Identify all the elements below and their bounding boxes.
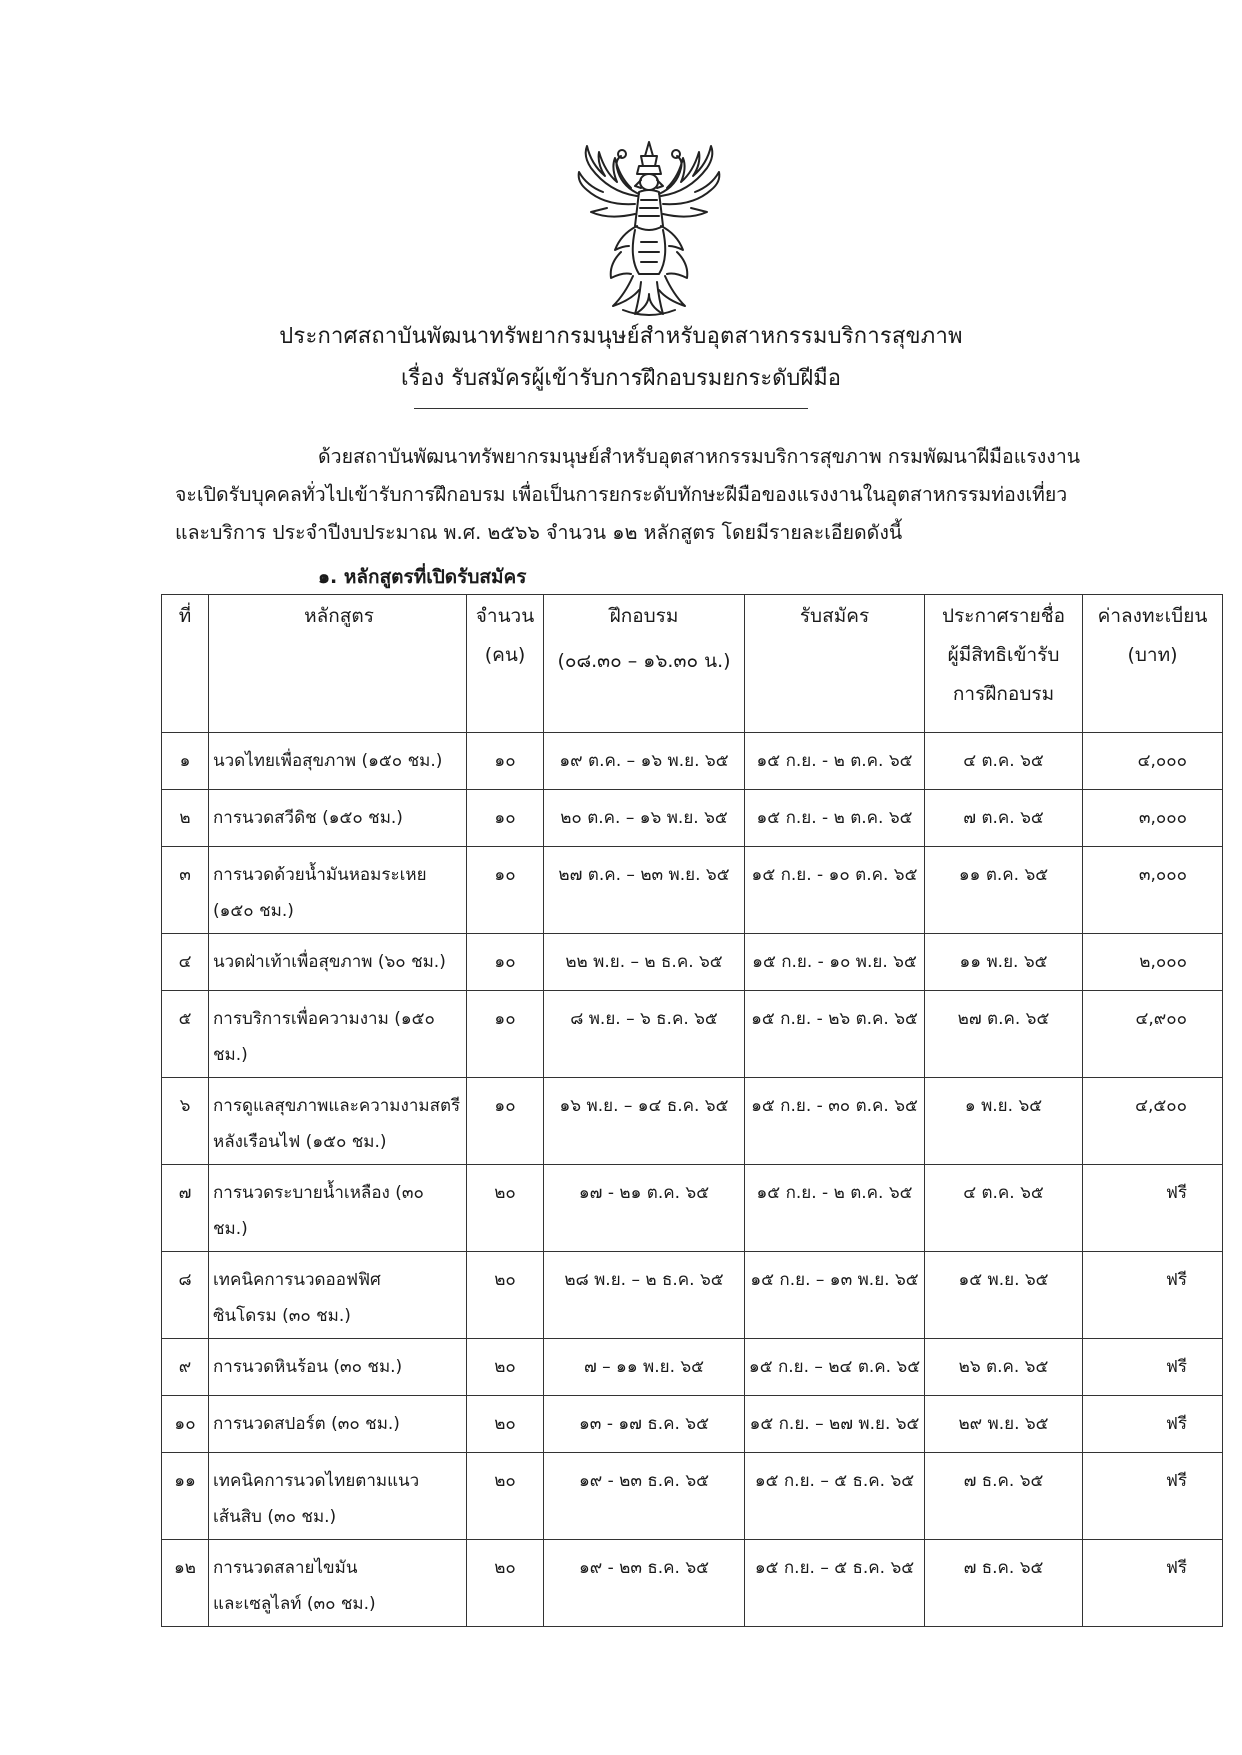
cell-training: ๑๙ - ๒๓ ธ.ค. ๖๕	[544, 1453, 745, 1540]
cell-course	[209, 1396, 467, 1453]
cell-count: ๒๐	[467, 1540, 544, 1627]
course-name-line: การนวดสปอร์ต (๓๐ ชม.)	[213, 1414, 400, 1434]
cell-fee: ฟรี	[1083, 1453, 1223, 1540]
cell-apply: ๑๕ ก.ย. - ๒ ต.ค. ๖๕	[745, 790, 925, 847]
table-row	[162, 1453, 1223, 1540]
cell-course	[209, 790, 467, 847]
intro-paragraph-line-3: และบริการ ประจำปีงบประมาณ พ.ศ. ๒๕๖๖ จำนวน ๑๒ หลักสูตร โดยมีรายละเอียดดังนี้	[175, 521, 903, 544]
cell-apply: ๑๕ ก.ย. - ๒๖ ต.ค. ๖๕	[745, 991, 925, 1078]
cell-fee: ๓,๐๐๐	[1083, 790, 1223, 847]
cell-fee: ฟรี	[1083, 1339, 1223, 1396]
cell-course	[209, 1453, 467, 1540]
cell-count: ๒๐	[467, 1252, 544, 1339]
table-header-row	[162, 595, 1223, 733]
cell-apply: ๑๕ ก.ย. – ๒๔ ต.ค. ๖๕	[745, 1339, 925, 1396]
course-name-line: เทคนิคการนวดออฟฟิศ	[213, 1270, 381, 1290]
section-heading: ๑. หลักสูตรที่เปิดรับสมัคร	[318, 566, 527, 588]
cell-no: ๗	[162, 1165, 209, 1252]
table-row	[162, 991, 1223, 1078]
table-row	[162, 1540, 1223, 1627]
cell-no: ๘	[162, 1252, 209, 1339]
cell-no: ๓	[162, 847, 209, 934]
cell-no: ๑๑	[162, 1453, 209, 1540]
cell-training: ๑๙ ต.ค. – ๑๖ พ.ย. ๖๕	[544, 733, 745, 790]
table-row	[162, 1078, 1223, 1165]
cell-no: ๖	[162, 1078, 209, 1165]
cell-apply: ๑๕ ก.ย. - ๑๐ ต.ค. ๖๕	[745, 847, 925, 934]
cell-count: ๑๐	[467, 733, 544, 790]
header-training: ฝึกอบรม (๐๘.๓๐ – ๑๖.๓๐ น.)	[544, 595, 745, 733]
cell-fee: ฟรี	[1083, 1396, 1223, 1453]
cell-count: ๑๐	[467, 847, 544, 934]
cell-course	[209, 1078, 467, 1165]
course-name-line: เทคนิคการนวดไทยตามแนว	[213, 1471, 420, 1491]
course-name-line: การดูแลสุขภาพและความงามสตรี	[213, 1096, 461, 1116]
cell-no: ๑๒	[162, 1540, 209, 1627]
cell-course	[209, 1339, 467, 1396]
course-name-line: การบริการเพื่อความงาม (๑๕๐ ชม.)	[213, 1009, 435, 1065]
cell-apply: ๑๕ ก.ย. – ๑๓ พ.ย. ๖๕	[745, 1252, 925, 1339]
cell-fee: ๒,๐๐๐	[1083, 934, 1223, 991]
cell-count: ๒๐	[467, 1453, 544, 1540]
header-no: ที่	[162, 595, 209, 733]
table-row	[162, 790, 1223, 847]
cell-fee: ๓,๐๐๐	[1083, 847, 1223, 934]
cell-apply: ๑๕ ก.ย. – ๕ ธ.ค. ๖๕	[745, 1540, 925, 1627]
intro-paragraph-line-2: จะเปิดรับบุคคลทั่วไปเข้ารับการฝึกอบรม เพื่อเป็นการยกระดับทักษะฝีมือของแรงงานในอุตสาหกรรมท่องเที่ยว	[175, 483, 1068, 506]
cell-count: ๑๐	[467, 991, 544, 1078]
cell-announce: ๔ ต.ค. ๖๕	[925, 733, 1083, 790]
header-announce: ประกาศรายชื่อ ผู้มีสิทธิเข้ารับ การฝึกอบรม	[925, 595, 1083, 733]
cell-course	[209, 1540, 467, 1627]
table-row	[162, 1396, 1223, 1453]
cell-training: ๒๒ พ.ย. – ๒ ธ.ค. ๖๕	[544, 934, 745, 991]
cell-count: ๑๐	[467, 1078, 544, 1165]
header-fee: ค่าลงทะเบียน (บาท)	[1083, 595, 1223, 733]
cell-fee: ๔,๕๐๐	[1083, 1078, 1223, 1165]
cell-training: ๑๙ - ๒๓ ธ.ค. ๖๕	[544, 1540, 745, 1627]
cell-fee: ฟรี	[1083, 1165, 1223, 1252]
cell-no: ๔	[162, 934, 209, 991]
course-name-line: หลังเรือนไฟ (๑๕๐ ชม.)	[213, 1132, 387, 1152]
cell-training: ๑๗ - ๒๑ ต.ค. ๖๕	[544, 1165, 745, 1252]
header-apply: รับสมัคร	[745, 595, 925, 733]
course-name-line: การนวดสวีดิช (๑๕๐ ชม.)	[213, 808, 403, 828]
course-name-line: การนวดหินร้อน (๓๐ ชม.)	[213, 1357, 403, 1377]
cell-announce: ๒๙ พ.ย. ๖๕	[925, 1396, 1083, 1453]
course-name-line: การนวดสลายไขมัน	[213, 1558, 358, 1578]
cell-course	[209, 934, 467, 991]
cell-fee: ๔,๐๐๐	[1083, 733, 1223, 790]
cell-apply: ๑๕ ก.ย. - ๑๐ พ.ย. ๖๕	[745, 934, 925, 991]
cell-apply: ๑๕ ก.ย. - ๒ ต.ค. ๖๕	[745, 733, 925, 790]
cell-announce: ๑ พ.ย. ๖๕	[925, 1078, 1083, 1165]
course-name-line: การนวดด้วยน้ำมันหอมระเหย	[213, 865, 427, 885]
header-course: หลักสูตร	[209, 595, 467, 733]
course-name-line: เส้นสิบ (๓๐ ชม.)	[213, 1507, 337, 1527]
cell-no: ๕	[162, 991, 209, 1078]
course-name-line: ซินโดรม (๓๐ ชม.)	[213, 1306, 351, 1326]
cell-announce: ๑๕ พ.ย. ๖๕	[925, 1252, 1083, 1339]
courses-table-body	[162, 733, 1223, 1627]
cell-announce: ๑๑ พ.ย. ๖๕	[925, 934, 1083, 991]
cell-fee: ๔,๙๐๐	[1083, 991, 1223, 1078]
cell-announce: ๑๑ ต.ค. ๖๕	[925, 847, 1083, 934]
cell-apply: ๑๕ ก.ย. – ๕ ธ.ค. ๖๕	[745, 1453, 925, 1540]
cell-count: ๒๐	[467, 1165, 544, 1252]
cell-fee: ฟรี	[1083, 1252, 1223, 1339]
table-row	[162, 733, 1223, 790]
cell-no: ๑๐	[162, 1396, 209, 1453]
cell-course	[209, 1165, 467, 1252]
cell-announce: ๒๗ ต.ค. ๖๕	[925, 991, 1083, 1078]
course-name-line: (๑๕๐ ชม.)	[213, 901, 294, 921]
announcement-title: ประกาศสถาบันพัฒนาทรัพยากรมนุษย์สำหรับอุตสาหกรรมบริการสุขภาพ	[279, 324, 963, 349]
cell-course	[209, 733, 467, 790]
cell-announce: ๗ ต.ค. ๖๕	[925, 790, 1083, 847]
header-count: จำนวน (คน)	[467, 595, 544, 733]
cell-training: ๒๐ ต.ค. – ๑๖ พ.ย. ๖๕	[544, 790, 745, 847]
cell-announce: ๒๖ ต.ค. ๖๕	[925, 1339, 1083, 1396]
cell-course	[209, 1252, 467, 1339]
table-row	[162, 1165, 1223, 1252]
cell-training: ๒๗ ต.ค. – ๒๓ พ.ย. ๖๕	[544, 847, 745, 934]
cell-announce: ๗ ธ.ค. ๖๕	[925, 1540, 1083, 1627]
cell-training: ๑๓ - ๑๗ ธ.ค. ๖๕	[544, 1396, 745, 1453]
cell-count: ๒๐	[467, 1396, 544, 1453]
cell-count: ๑๐	[467, 790, 544, 847]
cell-training: ๘ พ.ย. – ๖ ธ.ค. ๖๕	[544, 991, 745, 1078]
cell-apply: ๑๕ ก.ย. - ๒ ต.ค. ๖๕	[745, 1165, 925, 1252]
cell-no: ๑	[162, 733, 209, 790]
courses-table	[161, 594, 1223, 1627]
intro-paragraph-line-1: ด้วยสถาบันพัฒนาทรัพยากรมนุษย์สำหรับอุตสาหกรรมบริการสุขภาพ กรมพัฒนาฝีมือแรงงาน	[318, 445, 1081, 468]
cell-training: ๗ – ๑๑ พ.ย. ๖๕	[544, 1339, 745, 1396]
table-row	[162, 847, 1223, 934]
garuda-emblem	[569, 134, 729, 320]
course-name-line: การนวดระบายน้ำเหลือง (๓๐ ชม.)	[213, 1183, 424, 1239]
table-row	[162, 1339, 1223, 1396]
cell-announce: ๔ ต.ค. ๖๕	[925, 1165, 1083, 1252]
cell-course	[209, 847, 467, 934]
table-row	[162, 934, 1223, 991]
course-name-line: นวดฝ่าเท้าเพื่อสุขภาพ (๖๐ ชม.)	[213, 952, 446, 972]
cell-count: ๑๐	[467, 934, 544, 991]
cell-training: ๑๖ พ.ย. – ๑๔ ธ.ค. ๖๕	[544, 1078, 745, 1165]
cell-count: ๒๐	[467, 1339, 544, 1396]
cell-apply: ๑๕ ก.ย. – ๒๗ พ.ย. ๖๕	[745, 1396, 925, 1453]
title-divider	[414, 408, 808, 409]
course-name-line: และเซลูไลท์ (๓๐ ชม.)	[213, 1594, 376, 1614]
announcement-subject: เรื่อง รับสมัครผู้เข้ารับการฝึกอบรมยกระดับฝีมือ	[400, 366, 841, 391]
cell-no: ๒	[162, 790, 209, 847]
cell-announce: ๗ ธ.ค. ๖๕	[925, 1453, 1083, 1540]
cell-apply: ๑๕ ก.ย. - ๓๐ ต.ค. ๖๕	[745, 1078, 925, 1165]
cell-course	[209, 991, 467, 1078]
cell-no: ๙	[162, 1339, 209, 1396]
cell-training: ๒๘ พ.ย. – ๒ ธ.ค. ๖๕	[544, 1252, 745, 1339]
cell-fee: ฟรี	[1083, 1540, 1223, 1627]
course-name-line: นวดไทยเพื่อสุขภาพ (๑๕๐ ชม.)	[213, 751, 443, 771]
table-row	[162, 1252, 1223, 1339]
